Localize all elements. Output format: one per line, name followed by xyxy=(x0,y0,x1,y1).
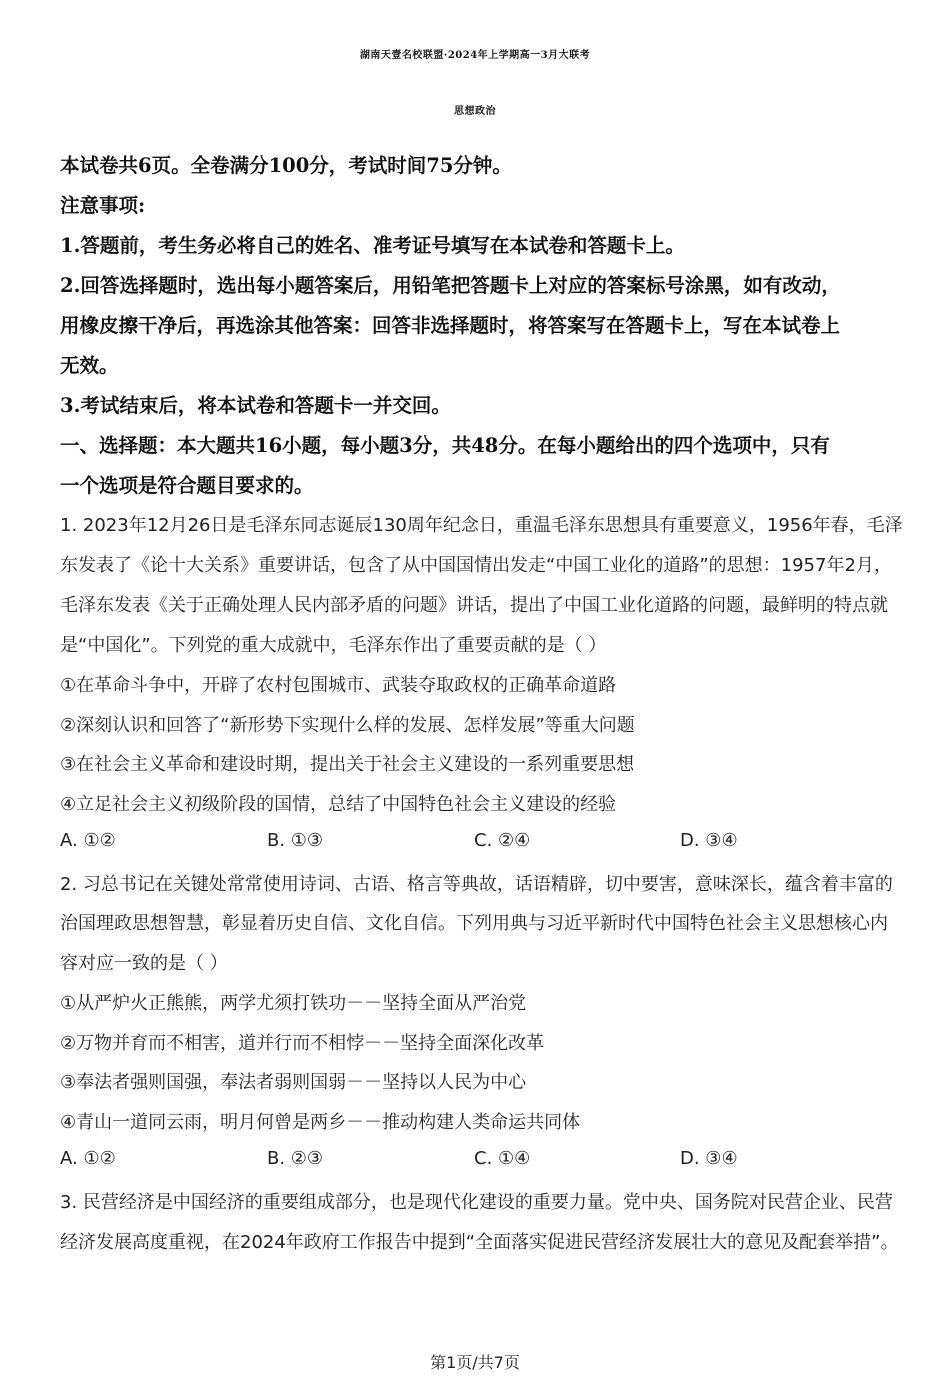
note-item-2b: 用橡皮擦干净后，再选涂其他答案：回答非选择题时，将答案写在答题卡上，写在本试卷上 xyxy=(60,314,841,337)
subject-title: 思想政治 xyxy=(454,106,496,117)
q1-stem-line-4: 是“中国化”。下列党的重大成就中，毛泽东作出了重要贡献的是（ ） xyxy=(60,635,607,656)
q1-statement-2: ②深刻认识和回答了“新形势下实现什么样的发展、怎样发展”等重大问题 xyxy=(60,715,635,736)
q2-option-c: C. ①④ xyxy=(474,1148,531,1169)
exam-title: 湖南天壹名校联盟·2024年上学期高一3月大联考 xyxy=(359,50,591,61)
q2-option-b: B. ②③ xyxy=(267,1148,324,1169)
q1-stem-line-3: 毛泽东发表《关于正确处理人民内部矛盾的问题》讲话，提出了中国工业化道路的问题，最鲜明的特点就 xyxy=(60,595,888,616)
note-item-2c: 无效。 xyxy=(60,354,119,377)
q1-option-d: D. ③④ xyxy=(680,830,738,851)
q1-statement-1: ①在革命斗争中，开辟了农村包围城市、武装夺取政权的正确革命道路 xyxy=(60,675,617,696)
exam-info: 本试卷共6页。全卷满分100分，考试时间75分钟。 xyxy=(60,154,512,177)
note-item-3: 3.考试结束后，将本试卷和答题卡一并交回。 xyxy=(60,394,451,417)
q1-statement-4: ④立足社会主义初级阶段的国情，总结了中国特色社会主义建设的经验 xyxy=(60,794,617,815)
q2-option-d: D. ③④ xyxy=(680,1148,738,1169)
q3-stem-line-2: 经济发展高度重视，在2024年政府工作报告中提到“全面落实促进民营经济发展壮大的意见及配套举措”。 xyxy=(60,1232,899,1253)
q2-stem-line-3: 容对应一致的是（ ） xyxy=(60,953,228,974)
q2-statement-4: ④青山一道同云雨，明月何曾是两乡－－推动构建人类命运共同体 xyxy=(60,1112,581,1133)
note-item-2a: 2.回答选择题时，选出每小题答案后，用铅笔把答题卡上对应的答案标号涂黑，如有改动， xyxy=(60,274,841,297)
q3-stem-line-1: 3. 民营经济是中国经济的重要组成部分，也是现代化建设的重要力量。党中央、国务院对民营企业、民营 xyxy=(60,1192,893,1213)
q2-statement-2: ②万物并育而不相害，道并行而不相悖－－坚持全面深化改革 xyxy=(60,1033,545,1054)
q2-stem-line-2: 治国理政思想智慧，彰显着历史自信、文化自信。下列用典与习近平新时代中国特色社会主义思想核心内 xyxy=(60,913,888,934)
notes-label: 注意事项: xyxy=(60,194,146,217)
q1-option-b: B. ①③ xyxy=(267,830,324,851)
q1-statement-3: ③在社会主义革命和建设时期，提出关于社会主义建设的一系列重要思想 xyxy=(60,754,635,775)
q2-stem-line-1: 2. 习总书记在关键处常常使用诗词、古语、格言等典故，话语精辟，切中要害，意味深长，蕴含着丰富的 xyxy=(60,874,893,895)
page-number: 第1页/共7页 xyxy=(430,1353,520,1372)
q2-statement-3: ③奉法者强则国强，奉法者弱则国弱－－坚持以人民为中心 xyxy=(60,1072,527,1093)
q1-stem-line-2: 东发表了《论十大关系》重要讲话，包含了从中国国情出发走“中国工业化的道路”的思想：1957年2月， xyxy=(60,555,892,576)
q2-statement-1: ①从严炉火正熊熊，两学尤须打铁功－－坚持全面从严治党 xyxy=(60,993,527,1014)
note-item-1: 1.答题前，考生务必将自己的姓名、准考证号填写在本试卷和答题卡上。 xyxy=(60,234,685,257)
section-heading-a: 一、选择题：本大题共16小题，每小题3分，共48分。在每小题给出的四个选项中，只有 xyxy=(60,434,830,457)
section-heading-b: 一个选项是符合题目要求的。 xyxy=(60,474,314,497)
q1-option-a: A. ①② xyxy=(60,830,116,851)
q1-option-c: C. ②④ xyxy=(474,830,531,851)
q1-stem-line-1: 1. 2023年12月26日是毛泽东同志诞辰130周年纪念日，重温毛泽东思想具有重要意义，1956年春，毛泽 xyxy=(60,515,903,536)
q2-option-a: A. ①② xyxy=(60,1148,116,1169)
